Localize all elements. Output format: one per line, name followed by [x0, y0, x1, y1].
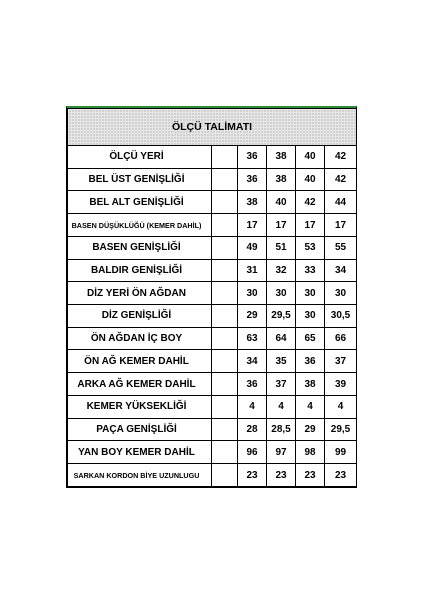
- size-value-cell: 38: [238, 191, 267, 214]
- size-value-cell: 35: [267, 350, 296, 373]
- table-row: [68, 259, 357, 282]
- size-value-cell: 17: [296, 214, 325, 237]
- size-value-cell: 44: [325, 191, 357, 214]
- size-value-cell: 40: [296, 168, 325, 191]
- size-value-cell: 42: [296, 191, 325, 214]
- size-value-cell: 66: [325, 327, 357, 350]
- empty-cell: [212, 146, 238, 169]
- size-value-cell: 30: [296, 282, 325, 305]
- empty-cell: [212, 327, 238, 350]
- size-value-cell: 29: [238, 305, 267, 328]
- size-value-cell: 17: [238, 214, 267, 237]
- size-value-cell: 4: [296, 395, 325, 418]
- table-row: [68, 327, 357, 350]
- size-value-cell: 32: [267, 259, 296, 282]
- size-value-cell: 40: [267, 191, 296, 214]
- empty-cell: [212, 214, 238, 237]
- size-value-cell: 4: [325, 395, 357, 418]
- size-value-cell: 23: [296, 464, 325, 487]
- title-row: [68, 109, 357, 146]
- size-value-cell: 51: [267, 236, 296, 259]
- table-row: [68, 350, 357, 373]
- empty-cell: [212, 236, 238, 259]
- table-row: [68, 191, 357, 214]
- measurement-label: ÖN AĞDAN İÇ BOY: [68, 327, 212, 350]
- size-value-cell: 30: [238, 282, 267, 305]
- size-value-cell: 23: [325, 464, 357, 487]
- empty-cell: [212, 305, 238, 328]
- measurement-label: DİZ GENİŞLİĞİ: [68, 305, 212, 328]
- size-value-cell: 4: [238, 395, 267, 418]
- size-value-cell: 98: [296, 441, 325, 464]
- size-value-cell: 40: [296, 146, 325, 169]
- size-value-cell: 36: [238, 373, 267, 396]
- table-row: [68, 418, 357, 441]
- empty-cell: [212, 191, 238, 214]
- size-value-cell: 29,5: [325, 418, 357, 441]
- measurement-label: BALDIR GENİŞLİĞİ: [68, 259, 212, 282]
- empty-cell: [212, 395, 238, 418]
- size-value-cell: 31: [238, 259, 267, 282]
- empty-cell: [212, 282, 238, 305]
- size-value-cell: 38: [267, 146, 296, 169]
- size-value-cell: 30: [325, 282, 357, 305]
- size-value-cell: 36: [296, 350, 325, 373]
- size-value-cell: 30: [296, 305, 325, 328]
- size-value-cell: 38: [267, 168, 296, 191]
- empty-cell: [212, 464, 238, 487]
- size-value-cell: 97: [267, 441, 296, 464]
- size-value-cell: 64: [267, 327, 296, 350]
- table-row: [68, 168, 357, 191]
- empty-cell: [212, 168, 238, 191]
- table-row: [68, 441, 357, 464]
- size-value-cell: 34: [238, 350, 267, 373]
- size-value-cell: 37: [267, 373, 296, 396]
- empty-cell: [212, 373, 238, 396]
- table-row: [68, 146, 357, 169]
- size-value-cell: 42: [325, 146, 357, 169]
- size-value-cell: 30,5: [325, 305, 357, 328]
- measurement-label: ARKA AĞ KEMER DAHİL: [68, 373, 212, 396]
- size-value-cell: 65: [296, 327, 325, 350]
- table-row: [68, 214, 357, 237]
- table-row: [68, 305, 357, 328]
- measurement-label: DİZ YERİ ÖN AĞDAN: [68, 282, 212, 305]
- empty-cell: [212, 350, 238, 373]
- measurement-label: BASEN DÜŞÜKLÜĞÜ (KEMER DAHİL): [68, 214, 212, 237]
- measurement-label: BEL ALT GENİŞLİĞİ: [68, 191, 212, 214]
- size-value-cell: 96: [238, 441, 267, 464]
- table-row: [68, 282, 357, 305]
- measurement-label: BEL ÜST GENİŞLİĞİ: [68, 168, 212, 191]
- empty-cell: [212, 441, 238, 464]
- size-value-cell: 4: [267, 395, 296, 418]
- measurement-label: ÖN AĞ KEMER DAHİL: [68, 350, 212, 373]
- table-row: [68, 464, 357, 487]
- size-value-cell: 23: [238, 464, 267, 487]
- measurement-label: YAN BOY KEMER DAHİL: [68, 441, 212, 464]
- size-value-cell: 17: [325, 214, 357, 237]
- size-value-cell: 38: [296, 373, 325, 396]
- measurement-label: BASEN GENİŞLİĞİ: [68, 236, 212, 259]
- size-value-cell: 34: [325, 259, 357, 282]
- size-value-cell: 33: [296, 259, 325, 282]
- size-value-cell: 30: [267, 282, 296, 305]
- empty-cell: [212, 418, 238, 441]
- measurement-label: PAÇA GENİŞLİĞİ: [68, 418, 212, 441]
- size-value-cell: 37: [325, 350, 357, 373]
- size-value-cell: 49: [238, 236, 267, 259]
- size-value-cell: 29,5: [267, 305, 296, 328]
- size-value-cell: 99: [325, 441, 357, 464]
- size-value-cell: 63: [238, 327, 267, 350]
- size-value-cell: 36: [238, 146, 267, 169]
- measurement-label: KEMER YÜKSEKLİĞİ: [68, 395, 212, 418]
- size-chart-table: [67, 108, 357, 487]
- empty-cell: [212, 259, 238, 282]
- size-value-cell: 28: [238, 418, 267, 441]
- size-value-cell: 28,5: [267, 418, 296, 441]
- size-value-cell: 17: [267, 214, 296, 237]
- measurement-label: SARKAN KORDON BİYE UZUNLUGU: [68, 464, 212, 487]
- table-row: [68, 373, 357, 396]
- size-value-cell: 42: [325, 168, 357, 191]
- size-chart-sheet: [66, 106, 357, 488]
- size-value-cell: 23: [267, 464, 296, 487]
- size-value-cell: 29: [296, 418, 325, 441]
- chart-title: ÖLÇÜ TALİMATI: [68, 109, 357, 146]
- size-value-cell: 55: [325, 236, 357, 259]
- table-row: [68, 236, 357, 259]
- size-value-cell: 53: [296, 236, 325, 259]
- table-row: [68, 395, 357, 418]
- size-value-cell: 36: [238, 168, 267, 191]
- size-value-cell: 39: [325, 373, 357, 396]
- measurement-label: ÖLÇÜ YERİ: [68, 146, 212, 169]
